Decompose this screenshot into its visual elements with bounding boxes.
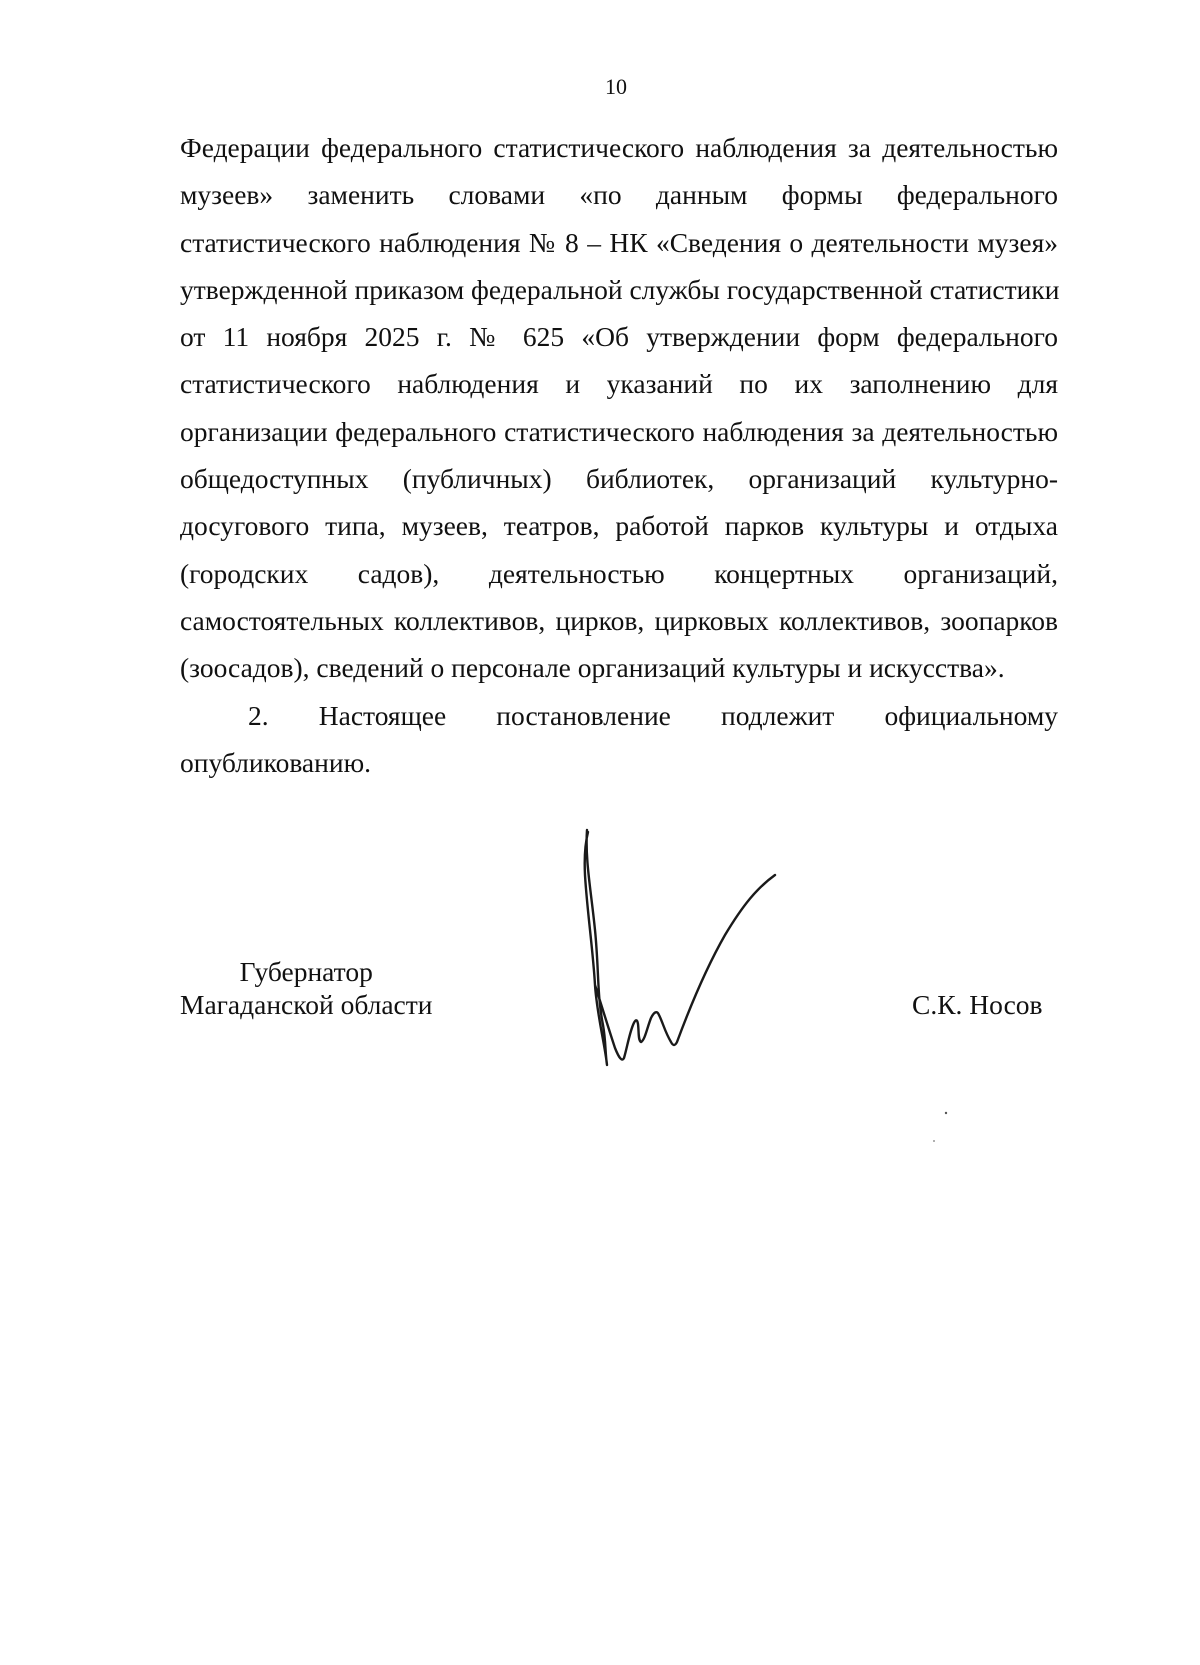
paragraph-2 <box>180 692 1058 787</box>
text-line: 2. Настоящее постановление подлежит официальному <box>248 699 1058 731</box>
text-line: утвержденной приказом федеральной службы государственной статистики <box>180 273 1060 305</box>
text-line: статистического наблюдения и указаний по их заполнению для <box>180 368 1058 400</box>
signatory-name: С.К. Носов <box>912 989 1043 1020</box>
text-line: (зоосадов), сведений о персонале организаций культуры и искусства». <box>180 652 1005 684</box>
signatory-region: Магаданской области <box>180 989 433 1020</box>
text-line: опубликованию. <box>180 746 371 778</box>
document-body <box>180 124 1058 786</box>
text-line: организации федерального статистического наблюдения за деятельностью <box>180 415 1058 447</box>
page-number: 10 <box>605 74 627 99</box>
text-line: досугового типа, музеев, театров, работой парков культуры и отдыха <box>180 510 1058 542</box>
paragraph-1 <box>180 124 1058 692</box>
text-line: статистического наблюдения № 8 – НК «Сведения о деятельности музея» <box>180 226 1058 258</box>
text-line: самостоятельных коллективов, цирков, цирковых коллективов, зоопарков <box>180 604 1058 636</box>
text-line: от 11 ноября 2025 г. № 625 «Об утверждении форм федерального <box>180 321 1058 353</box>
handwritten-signature <box>575 820 815 1080</box>
signatory-title <box>180 955 433 1021</box>
text-line: Федерации федерального статистического наблюдения за деятельностью <box>180 132 1058 163</box>
text-line: общедоступных (публичных) библиотек, организаций культурно- <box>180 463 1058 495</box>
text-line: музеев» заменить словами «по данным формы федерального <box>180 179 1058 211</box>
signatory-position: Губернатор <box>239 956 373 987</box>
text-line: (городских садов), деятельностью концертных организаций, <box>180 557 1058 589</box>
